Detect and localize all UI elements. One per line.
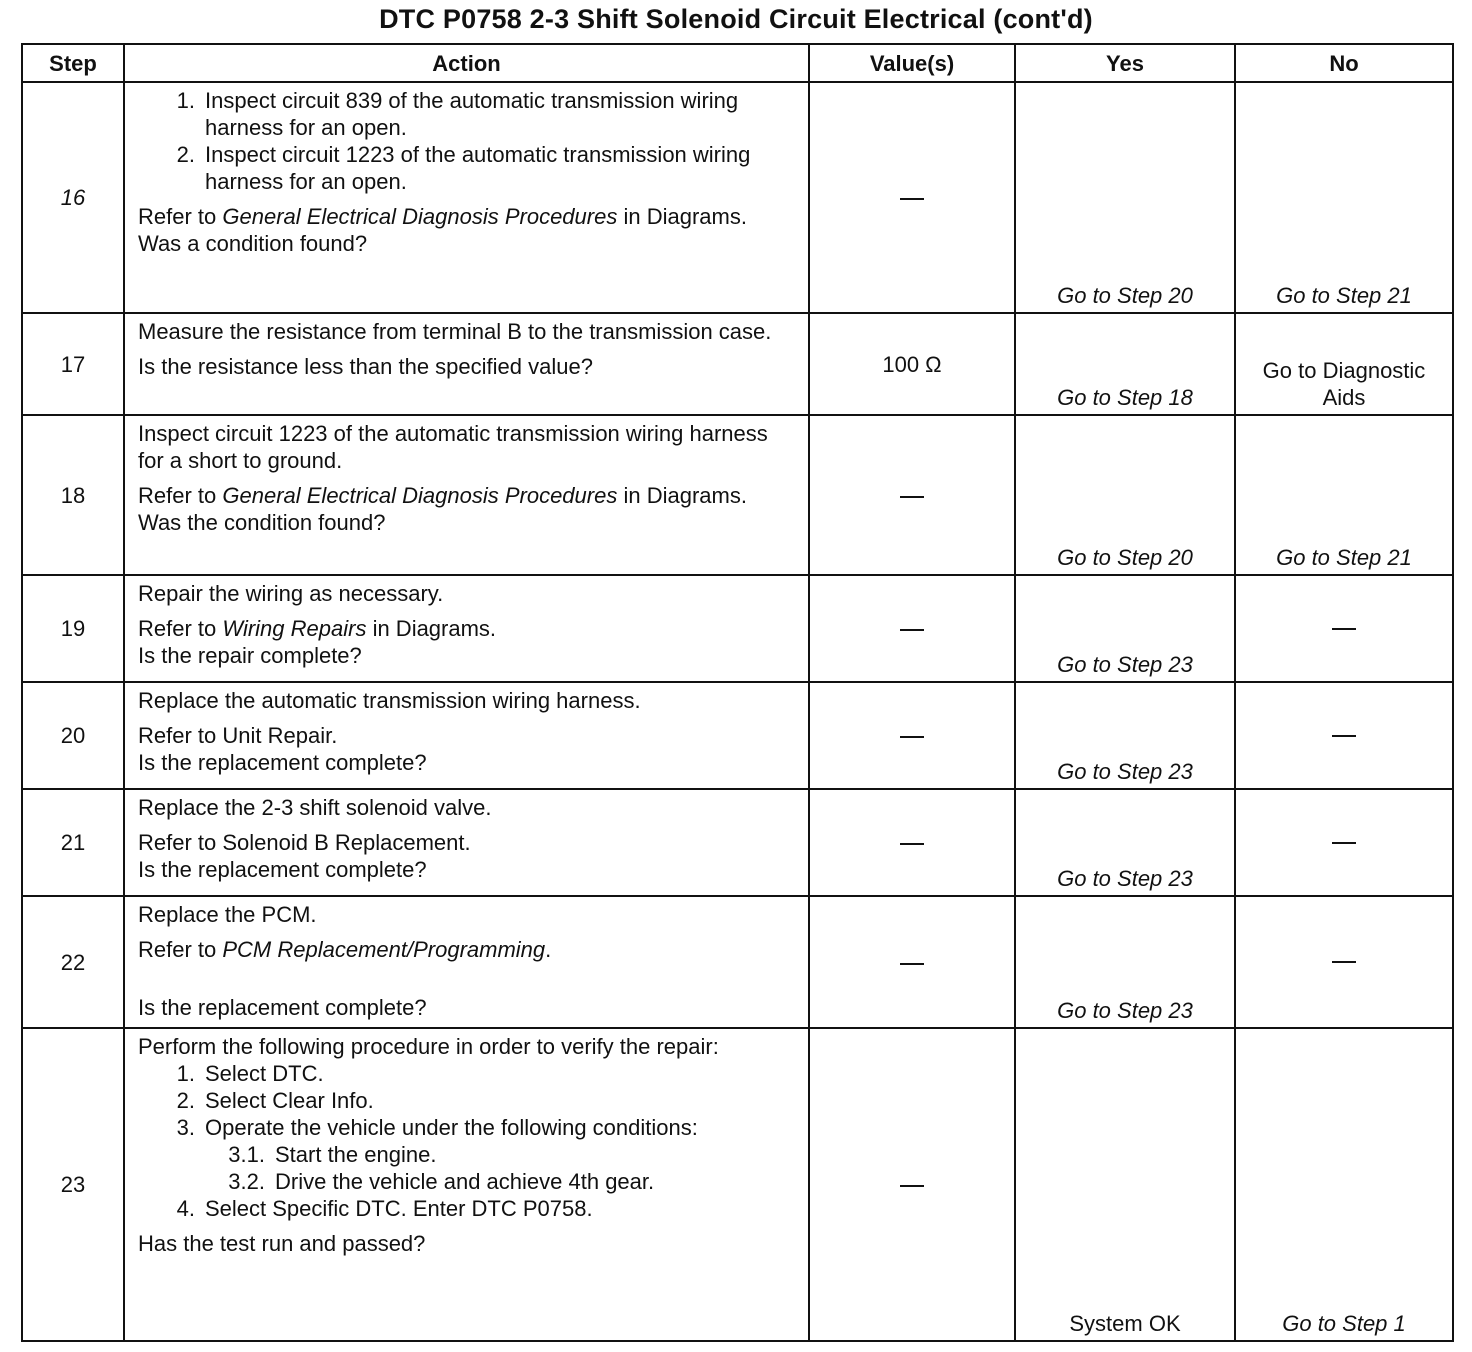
action-text: Replace the automatic transmission wiring harness. [138,688,641,713]
question-text: Has the test run and passed? [138,1231,426,1256]
list-item: 1. Inspect circuit 839 of the automatic transmission wiring harness for an open. [176,88,739,140]
table-row [22,789,1453,896]
header-values: Value(s) [809,44,1015,82]
list-item: 3.1. Start the engine. [228,1142,437,1167]
value-cell [809,415,1015,575]
table-row [22,896,1453,1028]
action-text: Measure the resistance from terminal B to the transmission case. [138,319,772,344]
no-cell [1235,682,1453,789]
yes-cell: Go to Step 20 [1015,82,1235,313]
list-item: 2. Inspect circuit 1223 of the automatic transmission wiring harness for an open. [176,142,751,194]
header-row [22,44,1453,82]
diagnostic-table [21,43,1454,1342]
yes-cell: Go to Step 18 [1015,313,1235,415]
action-cell [124,682,809,789]
dash [900,736,924,738]
header-yes: Yes [1015,44,1235,82]
action-text: Replace the PCM. [138,902,317,927]
dash [900,629,924,631]
value-cell: 100 Ω [809,313,1015,415]
step-number: 16 [22,82,124,313]
list-item: 1. Select DTC. [176,1061,324,1086]
yes-cell: Go to Step 23 [1015,575,1235,682]
table-row [22,682,1453,789]
action-cell [124,575,809,682]
refer-text: Refer to General Electrical Diagnosis Procedures in Diagrams. [138,483,747,508]
action-cell [124,789,809,896]
dash [900,198,924,200]
table-row [22,313,1453,415]
action-text: Repair the wiring as necessary. [138,581,444,606]
question-text: Is the replacement complete? [138,995,427,1020]
dash [1332,842,1356,844]
list-item: 3.2. Drive the vehicle and achieve 4th gear. [228,1169,655,1194]
action-cell [124,1028,809,1341]
question-text: Was a condition found? [138,231,368,256]
refer-text: Refer to General Electrical Diagnosis Procedures in Diagrams. [138,204,747,229]
list-item: 4. Select Specific DTC. Enter DTC P0758. [176,1196,593,1221]
step-number: 17 [22,313,124,415]
question-text: Was the condition found? [138,510,386,535]
no-cell: Go to Step 21 [1235,82,1453,313]
step-number: 23 [22,1028,124,1341]
no-cell [1235,896,1453,1028]
no-cell [1235,575,1453,682]
header-no: No [1235,44,1453,82]
step-number: 22 [22,896,124,1028]
step-number: 21 [22,789,124,896]
dash [900,843,924,845]
step-number: 20 [22,682,124,789]
no-cell: Go to Step 1 [1235,1028,1453,1341]
question-text: Is the replacement complete? [138,750,427,775]
no-cell: Go to Step 21 [1235,415,1453,575]
value-cell [809,789,1015,896]
table-row [22,575,1453,682]
action-cell [124,415,809,575]
no-cell: Go to Diagnostic Aids [1235,313,1453,415]
header-step: Step [22,44,124,82]
dash [900,963,924,965]
action-text: Perform the following procedure in order to verify the repair: [138,1034,719,1059]
question-text: Is the replacement complete? [138,857,427,882]
action-text: Inspect circuit 1223 of the automatic transmission wiring harness for a short to ground. [138,421,768,473]
value-cell [809,575,1015,682]
dash [1332,628,1356,630]
yes-cell: Go to Step 23 [1015,682,1235,789]
step-number: 18 [22,415,124,575]
question-text: Is the resistance less than the specified value? [138,354,593,379]
value-cell [809,682,1015,789]
header-action: Action [124,44,809,82]
list-item: 3. Operate the vehicle under the following conditions: [176,1115,698,1140]
table-row [22,415,1453,575]
yes-cell: Go to Step 23 [1015,896,1235,1028]
value-cell [809,896,1015,1028]
yes-cell: Go to Step 23 [1015,789,1235,896]
dash [1332,735,1356,737]
yes-cell: System OK [1015,1028,1235,1341]
action-cell [124,82,809,313]
refer-text: Refer to PCM Replacement/Programming. [138,937,552,962]
question-text: Is the repair complete? [138,643,362,668]
document-title: DTC P0758 2-3 Shift Solenoid Circuit Electrical (cont'd) [379,4,1093,34]
value-cell [809,1028,1015,1341]
no-cell [1235,789,1453,896]
dash [1332,961,1356,963]
action-cell [124,896,809,1028]
action-text: Replace the 2-3 shift solenoid valve. [138,795,492,820]
refer-text: Refer to Unit Repair. [138,723,338,748]
list-item: 2. Select Clear Info. [176,1088,374,1113]
table-row [22,82,1453,313]
yes-cell: Go to Step 20 [1015,415,1235,575]
table-row [22,1028,1453,1341]
dash [900,496,924,498]
value-cell [809,82,1015,313]
step-number: 19 [22,575,124,682]
action-cell [124,313,809,415]
refer-text: Refer to Wiring Repairs in Diagrams. [138,616,497,641]
refer-text: Refer to Solenoid B Replacement. [138,830,471,855]
dash [900,1185,924,1187]
